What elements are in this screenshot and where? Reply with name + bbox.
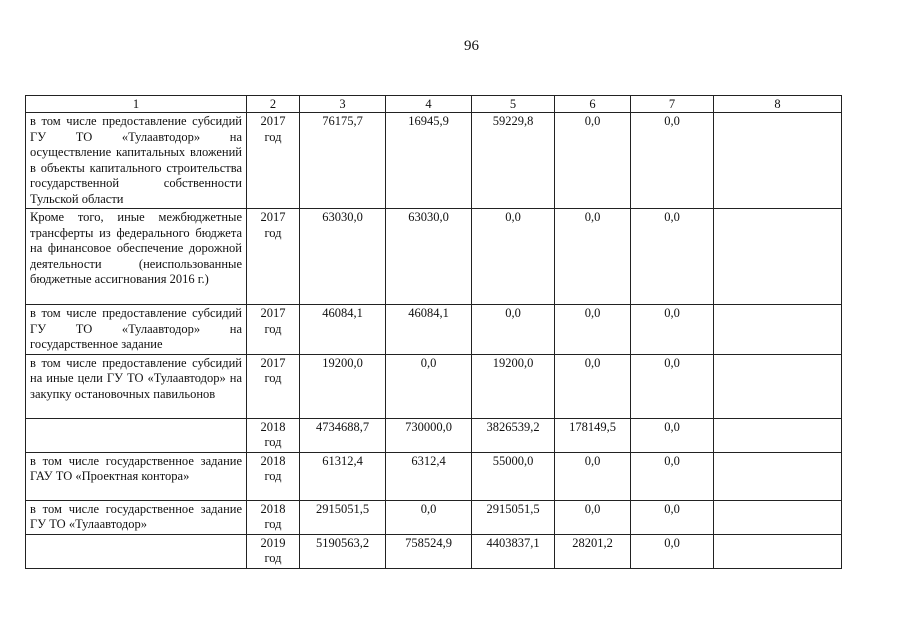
row-value-8 <box>714 209 842 305</box>
table-row <box>26 500 842 534</box>
row-value-5: 55000,0 <box>472 452 555 500</box>
row-value-3: 19200,0 <box>300 354 386 418</box>
table-row <box>26 209 842 305</box>
row-year: 2017 год <box>247 305 300 355</box>
header-row <box>26 96 842 113</box>
header-cell-2: 2 <box>247 96 300 113</box>
row-value-6: 28201,2 <box>555 534 631 568</box>
row-value-7: 0,0 <box>631 534 714 568</box>
row-year: 2018 год <box>247 500 300 534</box>
row-value-3: 46084,1 <box>300 305 386 355</box>
row-value-4: 0,0 <box>386 500 472 534</box>
row-value-6: 0,0 <box>555 354 631 418</box>
row-year: 2018 год <box>247 418 300 452</box>
header-cell-1: 1 <box>26 96 247 113</box>
table-row <box>26 305 842 355</box>
row-value-4: 6312,4 <box>386 452 472 500</box>
row-value-3: 76175,7 <box>300 113 386 209</box>
budget-table <box>25 95 842 569</box>
row-value-3: 2915051,5 <box>300 500 386 534</box>
header-cell-5: 5 <box>472 96 555 113</box>
row-value-5: 3826539,2 <box>472 418 555 452</box>
header-cell-7: 7 <box>631 96 714 113</box>
row-value-4: 730000,0 <box>386 418 472 452</box>
row-value-3: 63030,0 <box>300 209 386 305</box>
row-value-4: 63030,0 <box>386 209 472 305</box>
row-description: в том числе предоставление субсидий ГУ ТО «Тулаавтодор» на государственное задание <box>26 305 247 355</box>
table-row <box>26 534 842 568</box>
row-description <box>26 418 247 452</box>
row-value-3: 4734688,7 <box>300 418 386 452</box>
header-cell-4: 4 <box>386 96 472 113</box>
header-cell-8: 8 <box>714 96 842 113</box>
row-year: 2017 год <box>247 209 300 305</box>
row-value-6: 0,0 <box>555 305 631 355</box>
row-value-7: 0,0 <box>631 209 714 305</box>
row-description: в том числе государственное задание ГАУ ТО «Проектная контора» <box>26 452 247 500</box>
row-value-6: 0,0 <box>555 500 631 534</box>
row-description: Кроме того, иные межбюджетные трансферты из федерального бюджета на финансовое обеспечение дорожной деятельности (неиспользованные бюджетные ассигнования 2016 г.) <box>26 209 247 305</box>
row-value-5: 19200,0 <box>472 354 555 418</box>
row-value-7: 0,0 <box>631 354 714 418</box>
row-year: 2018 год <box>247 452 300 500</box>
row-value-4: 16945,9 <box>386 113 472 209</box>
row-year: 2019 год <box>247 534 300 568</box>
row-value-8 <box>714 305 842 355</box>
row-value-5: 0,0 <box>472 209 555 305</box>
row-description: в том числе предоставление субсидий на иные цели ГУ ТО «Тулаавтодор» на закупку остановочных павильонов <box>26 354 247 418</box>
row-value-7: 0,0 <box>631 500 714 534</box>
table-row <box>26 113 842 209</box>
row-value-7: 0,0 <box>631 418 714 452</box>
row-value-4: 758524,9 <box>386 534 472 568</box>
row-value-5: 0,0 <box>472 305 555 355</box>
row-value-8 <box>714 452 842 500</box>
row-value-7: 0,0 <box>631 113 714 209</box>
row-value-5: 59229,8 <box>472 113 555 209</box>
row-description: в том числе предоставление субсидий ГУ ТО «Тулаавтодор» на осуществление капитальных вложений в объекты капитального строительства государственной собственности Тульской области <box>26 113 247 209</box>
row-value-7: 0,0 <box>631 452 714 500</box>
table-row <box>26 354 842 418</box>
header-cell-6: 6 <box>555 96 631 113</box>
row-value-5: 4403837,1 <box>472 534 555 568</box>
row-value-6: 0,0 <box>555 452 631 500</box>
table-row <box>26 452 842 500</box>
row-value-3: 5190563,2 <box>300 534 386 568</box>
row-value-8 <box>714 534 842 568</box>
row-value-4: 0,0 <box>386 354 472 418</box>
row-year: 2017 год <box>247 354 300 418</box>
row-value-5: 2915051,5 <box>472 500 555 534</box>
row-value-6: 0,0 <box>555 113 631 209</box>
row-year: 2017 год <box>247 113 300 209</box>
row-value-4: 46084,1 <box>386 305 472 355</box>
table-row <box>26 418 842 452</box>
row-value-6: 0,0 <box>555 209 631 305</box>
row-value-7: 0,0 <box>631 305 714 355</box>
row-description: в том числе государственное задание ГУ ТО «Тулаавтодор» <box>26 500 247 534</box>
row-value-8 <box>714 500 842 534</box>
row-value-8 <box>714 113 842 209</box>
page-number: 96 <box>464 38 479 54</box>
row-value-8 <box>714 418 842 452</box>
row-value-6: 178149,5 <box>555 418 631 452</box>
row-description <box>26 534 247 568</box>
header-cell-3: 3 <box>300 96 386 113</box>
row-value-8 <box>714 354 842 418</box>
row-value-3: 61312,4 <box>300 452 386 500</box>
